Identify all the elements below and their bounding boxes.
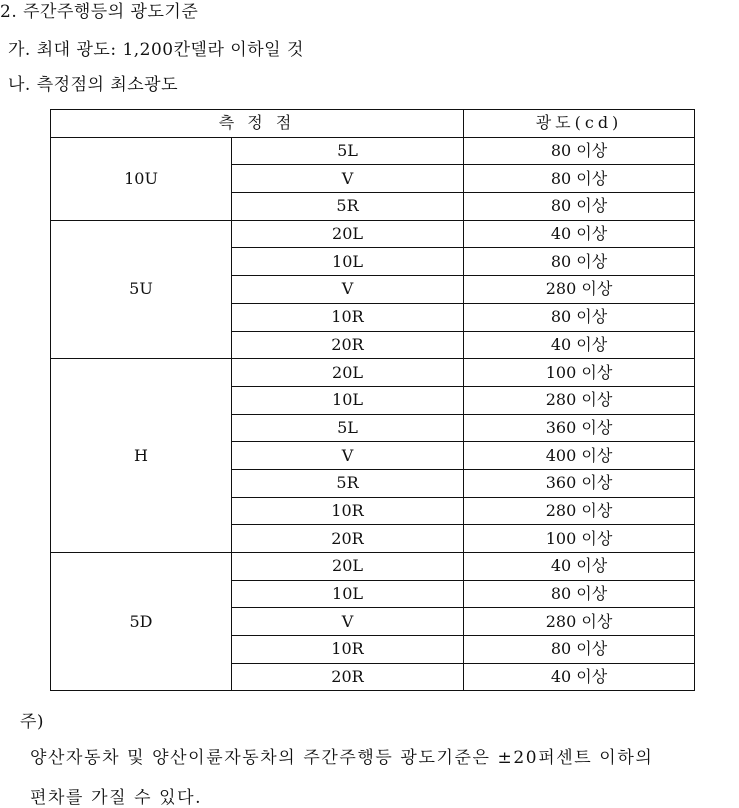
table-row <box>51 359 695 387</box>
luminance-value-cell: 280 이상 <box>464 386 695 414</box>
horizontal-angle-cell: 10R <box>232 303 464 331</box>
luminance-value-cell: 80 이상 <box>464 248 695 276</box>
vertical-angle-cell: 5D <box>51 553 232 691</box>
luminance-value-cell: 40 이상 <box>464 553 695 581</box>
note-text-line-1: 양산자동차 및 양산이륜자동차의 주간주행등 광도기준은 ±20퍼센트 이하의 <box>30 748 654 768</box>
note-text-line-2: 편차를 가질 수 있다. <box>30 788 203 808</box>
luminance-value-cell: 80 이상 <box>464 137 695 165</box>
horizontal-angle-cell: 20R <box>232 331 464 359</box>
table-row <box>51 553 695 581</box>
luminance-value-cell: 280 이상 <box>464 497 695 525</box>
horizontal-angle-cell: 5L <box>232 137 464 165</box>
horizontal-angle-cell: 10L <box>232 248 464 276</box>
horizontal-angle-cell: 20R <box>232 663 464 691</box>
luminance-value-cell: 280 이상 <box>464 276 695 304</box>
horizontal-angle-cell: 10L <box>232 386 464 414</box>
section-heading: 2. 주간주행등의 광도기준 <box>0 2 199 22</box>
measurement-point-header: 측 정 점 <box>51 110 464 138</box>
horizontal-angle-cell: 20R <box>232 525 464 553</box>
horizontal-angle-cell: 20L <box>232 359 464 387</box>
luminance-value-cell: 360 이상 <box>464 414 695 442</box>
luminance-value-cell: 100 이상 <box>464 359 695 387</box>
horizontal-angle-cell: 5R <box>232 193 464 221</box>
luminance-value-cell: 80 이상 <box>464 193 695 221</box>
note-label: 주) <box>20 712 45 732</box>
vertical-angle-cell: H <box>51 359 232 553</box>
vertical-angle-cell: 5U <box>51 220 232 358</box>
horizontal-angle-cell: 5R <box>232 469 464 497</box>
horizontal-angle-cell: V <box>232 608 464 636</box>
luminance-value-cell: 100 이상 <box>464 525 695 553</box>
horizontal-angle-cell: 20L <box>232 553 464 581</box>
horizontal-angle-cell: 10R <box>232 497 464 525</box>
luminance-value-cell: 400 이상 <box>464 442 695 470</box>
luminance-value-cell: 80 이상 <box>464 636 695 664</box>
luminance-value-cell: 280 이상 <box>464 608 695 636</box>
luminance-value-cell: 40 이상 <box>464 663 695 691</box>
luminance-header: 광도(cd) <box>464 110 695 138</box>
horizontal-angle-cell: 20L <box>232 220 464 248</box>
luminance-value-cell: 40 이상 <box>464 220 695 248</box>
horizontal-angle-cell: V <box>232 276 464 304</box>
vertical-angle-cell: 10U <box>51 137 232 220</box>
horizontal-angle-cell: V <box>232 165 464 193</box>
table-header-row <box>51 110 695 138</box>
table-row <box>51 220 695 248</box>
luminance-value-cell: 80 이상 <box>464 580 695 608</box>
luminance-value-cell: 360 이상 <box>464 469 695 497</box>
luminance-value-cell: 80 이상 <box>464 303 695 331</box>
luminance-value-cell: 40 이상 <box>464 331 695 359</box>
horizontal-angle-cell: 10L <box>232 580 464 608</box>
table-row <box>51 137 695 165</box>
luminance-value-cell: 80 이상 <box>464 165 695 193</box>
horizontal-angle-cell: 5L <box>232 414 464 442</box>
table-body <box>51 137 695 691</box>
luminance-table <box>50 109 695 691</box>
min-luminance-item: 나. 측정점의 최소광도 <box>8 75 179 95</box>
max-luminance-item: 가. 최대 광도: 1,200칸델라 이하일 것 <box>8 40 304 60</box>
horizontal-angle-cell: 10R <box>232 636 464 664</box>
horizontal-angle-cell: V <box>232 442 464 470</box>
